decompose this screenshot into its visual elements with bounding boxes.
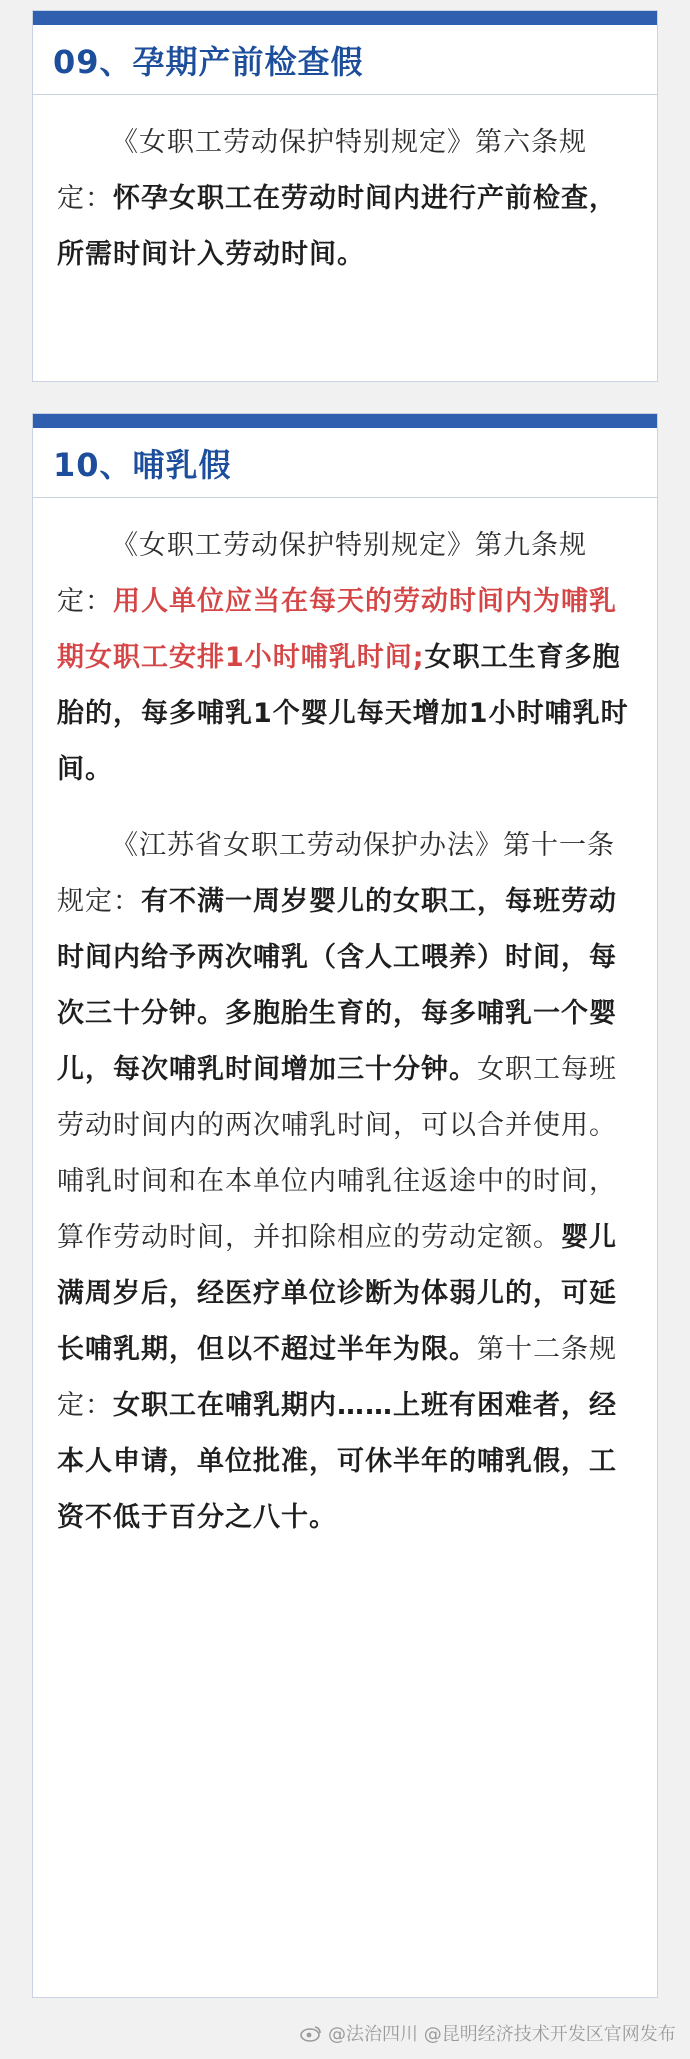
watermark-text: @法治四川 @昆明经济技术开发区官网发布 bbox=[328, 2024, 676, 2045]
law-citation: 《江苏省女职工劳动保护办法》第十一条规定： bbox=[57, 830, 615, 917]
law-text-bold: 有不满一周岁婴儿的女职工，每班劳动时间内给予两次哺乳（含人工喂养）时间，每次三十分钟。多胞胎生育的，每多哺乳一个婴儿，每次哺乳时间增加三十分钟。 bbox=[57, 886, 617, 1085]
card-accent-bar bbox=[33, 414, 657, 428]
section-09-paragraph bbox=[57, 115, 633, 283]
weibo-icon bbox=[300, 2024, 322, 2042]
law-text-plain: 第十二条规定： bbox=[57, 1334, 617, 1421]
law-citation: 《女职工劳动保护特别规定》第九条规定： bbox=[57, 530, 587, 617]
section-10-paragraph-2 bbox=[57, 818, 633, 1546]
section-09-card bbox=[32, 10, 658, 382]
law-text-plain: 女职工每班劳动时间内的两次哺乳时间，可以合并使用。哺乳时间和在本单位内哺乳往返途中的时间，算作劳动时间，并扣除相应的劳动定额。 bbox=[57, 1054, 617, 1253]
law-text-highlight: 用人单位应当在每天的劳动时间内为哺乳期女职工安排1小时哺乳时间; bbox=[57, 586, 617, 673]
card-header bbox=[33, 428, 657, 498]
law-citation: 《女职工劳动保护特别规定》第六条规定： bbox=[57, 127, 587, 214]
card-header bbox=[33, 25, 657, 95]
law-text-bold: 女职工在哺乳期内……上班有困难者，经本人申请，单位批准，可休半年的哺乳假，工资不低于百分之八十。 bbox=[57, 1390, 617, 1533]
law-text-bold: 怀孕女职工在劳动时间内进行产前检查，所需时间计入劳动时间。 bbox=[57, 183, 617, 270]
section-10-title: 10、哺乳假 bbox=[53, 445, 232, 484]
section-09-title: 09、孕期产前检查假 bbox=[53, 42, 364, 81]
section-10-card bbox=[32, 413, 658, 1998]
card-accent-bar bbox=[33, 11, 657, 25]
law-text-bold: 女职工生育多胞胎的，每多哺乳1个婴儿每天增加1小时哺乳时间。 bbox=[57, 642, 629, 785]
watermark bbox=[300, 2020, 676, 2046]
law-text-bold: 婴儿满周岁后，经医疗单位诊断为体弱儿的，可延长哺乳期，但以不超过半年为限。 bbox=[57, 1222, 617, 1365]
section-10-paragraph-1 bbox=[57, 518, 633, 798]
